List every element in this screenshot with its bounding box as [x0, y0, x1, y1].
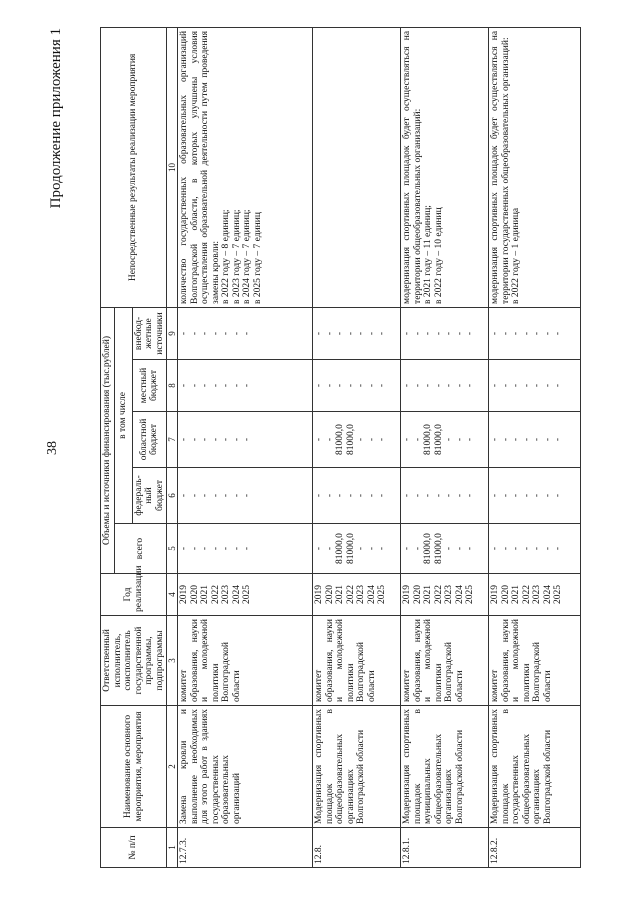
column-index: 10	[167, 27, 178, 307]
table-row	[401, 27, 489, 867]
row-years: 2019 2020 2021 2022 2023 2024 2025	[313, 574, 401, 616]
header-regional: областной бюджет	[132, 412, 167, 468]
year: 2025	[242, 585, 252, 604]
header-financing: Объемы и источники финансирования (тыс.рублей)	[101, 307, 115, 573]
header-offbudget: внебюд-жетные источники	[132, 307, 167, 359]
row-name: Замена кровли и выполнение необходимых для этого работ в зданиях государственных образовательных организаций	[178, 706, 313, 828]
row-total: - - - - - - -	[489, 524, 581, 574]
column-index: 6	[167, 468, 178, 524]
rotated-page-content	[37, 28, 617, 868]
column-index: 3	[167, 616, 178, 706]
row-federal: - - - - - - -	[489, 468, 581, 524]
year: 2023	[221, 585, 231, 604]
table-row	[178, 27, 313, 867]
result-text: модернизация спортивных площадок будет осуществляться на территории общеобразовательных организаций:	[402, 30, 423, 304]
row-number: 12.8.1.	[401, 828, 489, 868]
column-index: 5	[167, 524, 178, 574]
row-number: 12.7.3.	[178, 828, 313, 868]
row-executor: комитет образования, науки и молодежной политики Волгоградской области	[313, 616, 401, 706]
row-result	[401, 27, 489, 307]
header-name: Наименование основного мероприятия, мероприятия	[101, 706, 167, 828]
column-index-row	[167, 27, 178, 867]
table-row	[313, 27, 401, 867]
page-number: 38	[45, 441, 60, 455]
row-federal: - - - - - - -	[313, 468, 401, 524]
row-executor: комитет образования, науки и молодежной политики Волгоградской области	[401, 616, 489, 706]
row-local: - - - - - - -	[489, 360, 581, 412]
header-including: в том числе	[114, 307, 132, 523]
result-text: модернизация спортивных площадок будет осуществляться на территории государственных общеобразовательных организаций:	[490, 30, 511, 304]
row-result	[313, 27, 401, 307]
row-name: Модернизация спортивных площадок в государственных общеобразовательных организациях Волгоградской области	[489, 706, 581, 828]
row-number: 12.8.	[313, 828, 401, 868]
header-year: Год реализации	[101, 574, 167, 616]
result-list: в 2022 году – 8 единиц; в 2023 году – 7 единиц; в 2024 году – 7 единиц; в 2025 году – 7 единиц	[221, 209, 263, 304]
column-index: 2	[167, 706, 178, 828]
row-regional: - - 81000,0 81000,0 - - -	[401, 412, 489, 468]
row-offbudget: - - - - - - -	[489, 307, 581, 359]
header-total: всего	[114, 524, 167, 574]
program-table	[100, 27, 581, 868]
row-offbudget: - - - - - - -	[178, 307, 313, 359]
row-offbudget: - - - - - - -	[313, 307, 401, 359]
result-list: в 2022 году – 1 единица	[511, 207, 521, 304]
header-num: № п/п	[101, 828, 167, 868]
row-local: - - - - - - -	[178, 360, 313, 412]
row-regional: - - 81000,0 81000,0 - - -	[313, 412, 401, 468]
row-local: - - - - - - -	[313, 360, 401, 412]
continuation-title: Продолжение приложения 1	[48, 28, 64, 209]
result-text: количество государственных образовательных организаций Волгоградской области, в которых улучшены условия осуществления образовательной деятельности путем проведения замены кровли:	[179, 30, 221, 304]
row-local: - - - - - - -	[401, 360, 489, 412]
column-index: 9	[167, 307, 178, 359]
row-years: 2019 2020 2021 2022 2023 2024 2025	[489, 574, 581, 616]
row-offbudget: - - - - - - -	[401, 307, 489, 359]
row-total: - - - - - - -	[178, 524, 313, 574]
row-regional: - - - - - - -	[178, 412, 313, 468]
column-index: 1	[167, 828, 178, 868]
year: 2020	[189, 585, 200, 604]
row-federal: - - - - - - -	[401, 468, 489, 524]
row-total: - - 81000,0 81000,0 - - -	[313, 524, 401, 574]
column-index: 7	[167, 412, 178, 468]
table-row	[489, 27, 581, 867]
row-name: Модернизация спортивных площадок в общеобразовательных организациях Волгоградской области	[313, 706, 401, 828]
row-result	[489, 27, 581, 307]
row-executor: комитет образования, науки и молодежной политики Волгоградской области	[178, 616, 313, 706]
row-regional: - - - - - - -	[489, 412, 581, 468]
row-total: - - 81000,0 81000,0 - - -	[401, 524, 489, 574]
row-years	[178, 574, 313, 616]
row-name: Модернизация спортивных площадок в муниципальных общеобразовательных организациях Волгоградской области	[401, 706, 489, 828]
header-local: местный бюджет	[132, 360, 167, 412]
year: 2024	[231, 585, 242, 604]
column-index: 8	[167, 360, 178, 412]
row-federal: - - - - - - -	[178, 468, 313, 524]
header-executor: Ответственный исполнитель, соисполнитель государственной программы, подпрограммы	[101, 616, 167, 706]
year: 2022	[210, 585, 221, 604]
year: 2019	[179, 585, 189, 604]
column-index: 4	[167, 574, 178, 616]
header-row-1	[101, 27, 115, 867]
row-years: 2019 2020 2021 2022 2023 2024 2025	[401, 574, 489, 616]
year: 2021	[200, 585, 210, 604]
row-executor: комитет образования, науки и молодежной политики Волгоградской области	[489, 616, 581, 706]
result-list: в 2021 году – 11 единиц; в 2022 году – 10 единиц	[423, 205, 444, 304]
header-results: Непосредственные результаты реализации мероприятия	[101, 27, 167, 307]
row-number: 12.8.2.	[489, 828, 581, 868]
row-result	[178, 27, 313, 307]
header-federal: федераль-ный бюджет	[132, 468, 167, 524]
